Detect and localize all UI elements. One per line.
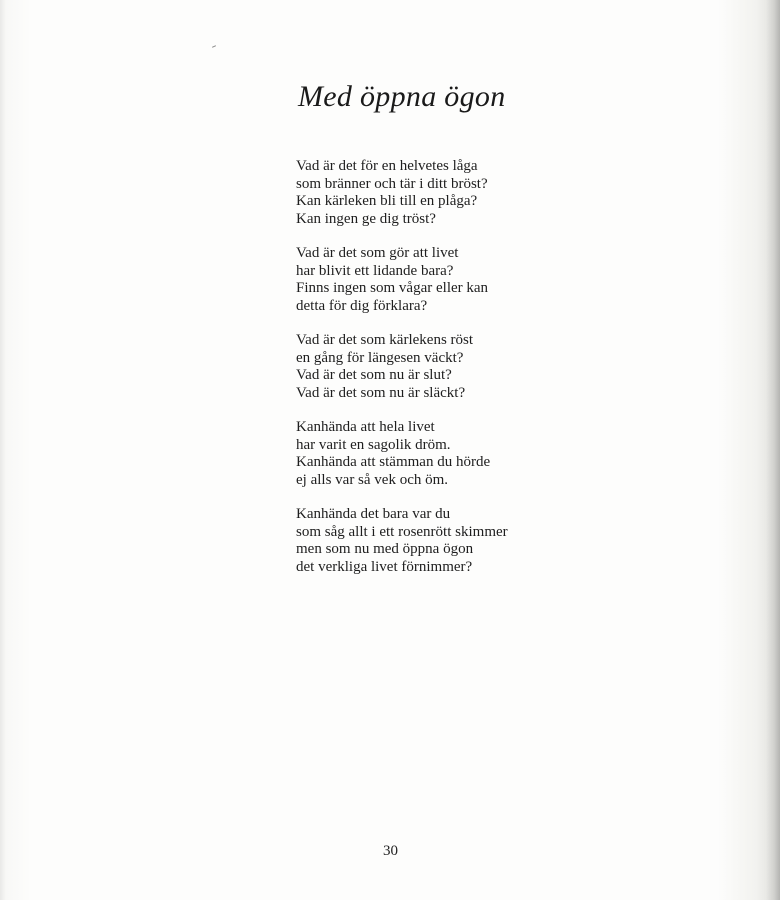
poem-title: Med öppna ögon: [298, 80, 506, 113]
poem-line: Kan ingen ge dig tröst?: [296, 210, 436, 227]
page-number: 30: [383, 843, 398, 859]
poem-line: det verkliga livet förnimmer?: [296, 558, 473, 575]
poem-line: Kanhända att stämman du hörde: [296, 454, 491, 470]
poem-line: Vad är det som nu är slut?: [296, 367, 452, 383]
stanza-4: [296, 419, 508, 489]
poem-line: men som nu med öppna ögon: [296, 541, 474, 557]
poem-line: Kan kärleken bli till en plåga?: [296, 193, 478, 209]
poem-line: Kanhända det bara var du: [296, 506, 451, 522]
poem-line: som såg allt i ett rosenrött skimmer: [296, 523, 508, 540]
poem-line: har blivit ett lidande bara?: [296, 262, 454, 279]
stanza-3: [296, 332, 508, 402]
poem-line: Kanhända att hela livet: [296, 419, 435, 435]
poem-body: [296, 158, 508, 593]
poem-line: Vad är det som nu är släckt?: [296, 384, 466, 401]
poem-line: Vad är det för en helvetes låga: [296, 158, 478, 174]
poem-line: ej alls var så vek och öm.: [296, 471, 449, 488]
spine-shadow: [766, 0, 780, 900]
stanza-2: [296, 245, 508, 315]
poem-line: Vad är det som gör att livet: [296, 245, 459, 261]
paper-speck: [212, 45, 216, 48]
stanza-1: [296, 158, 508, 228]
page-left-edge: [0, 0, 6, 900]
poem-line: detta för dig förklara?: [296, 297, 428, 314]
stanza-5: [296, 506, 508, 576]
poem-line: en gång för längesen väckt?: [296, 349, 464, 366]
poem-line: Vad är det som kärlekens röst: [296, 332, 474, 348]
poem-line: har varit en sagolik dröm.: [296, 436, 451, 453]
poem-line: som bränner och tär i ditt bröst?: [296, 175, 488, 192]
poem-line: Finns ingen som vågar eller kan: [296, 280, 489, 296]
